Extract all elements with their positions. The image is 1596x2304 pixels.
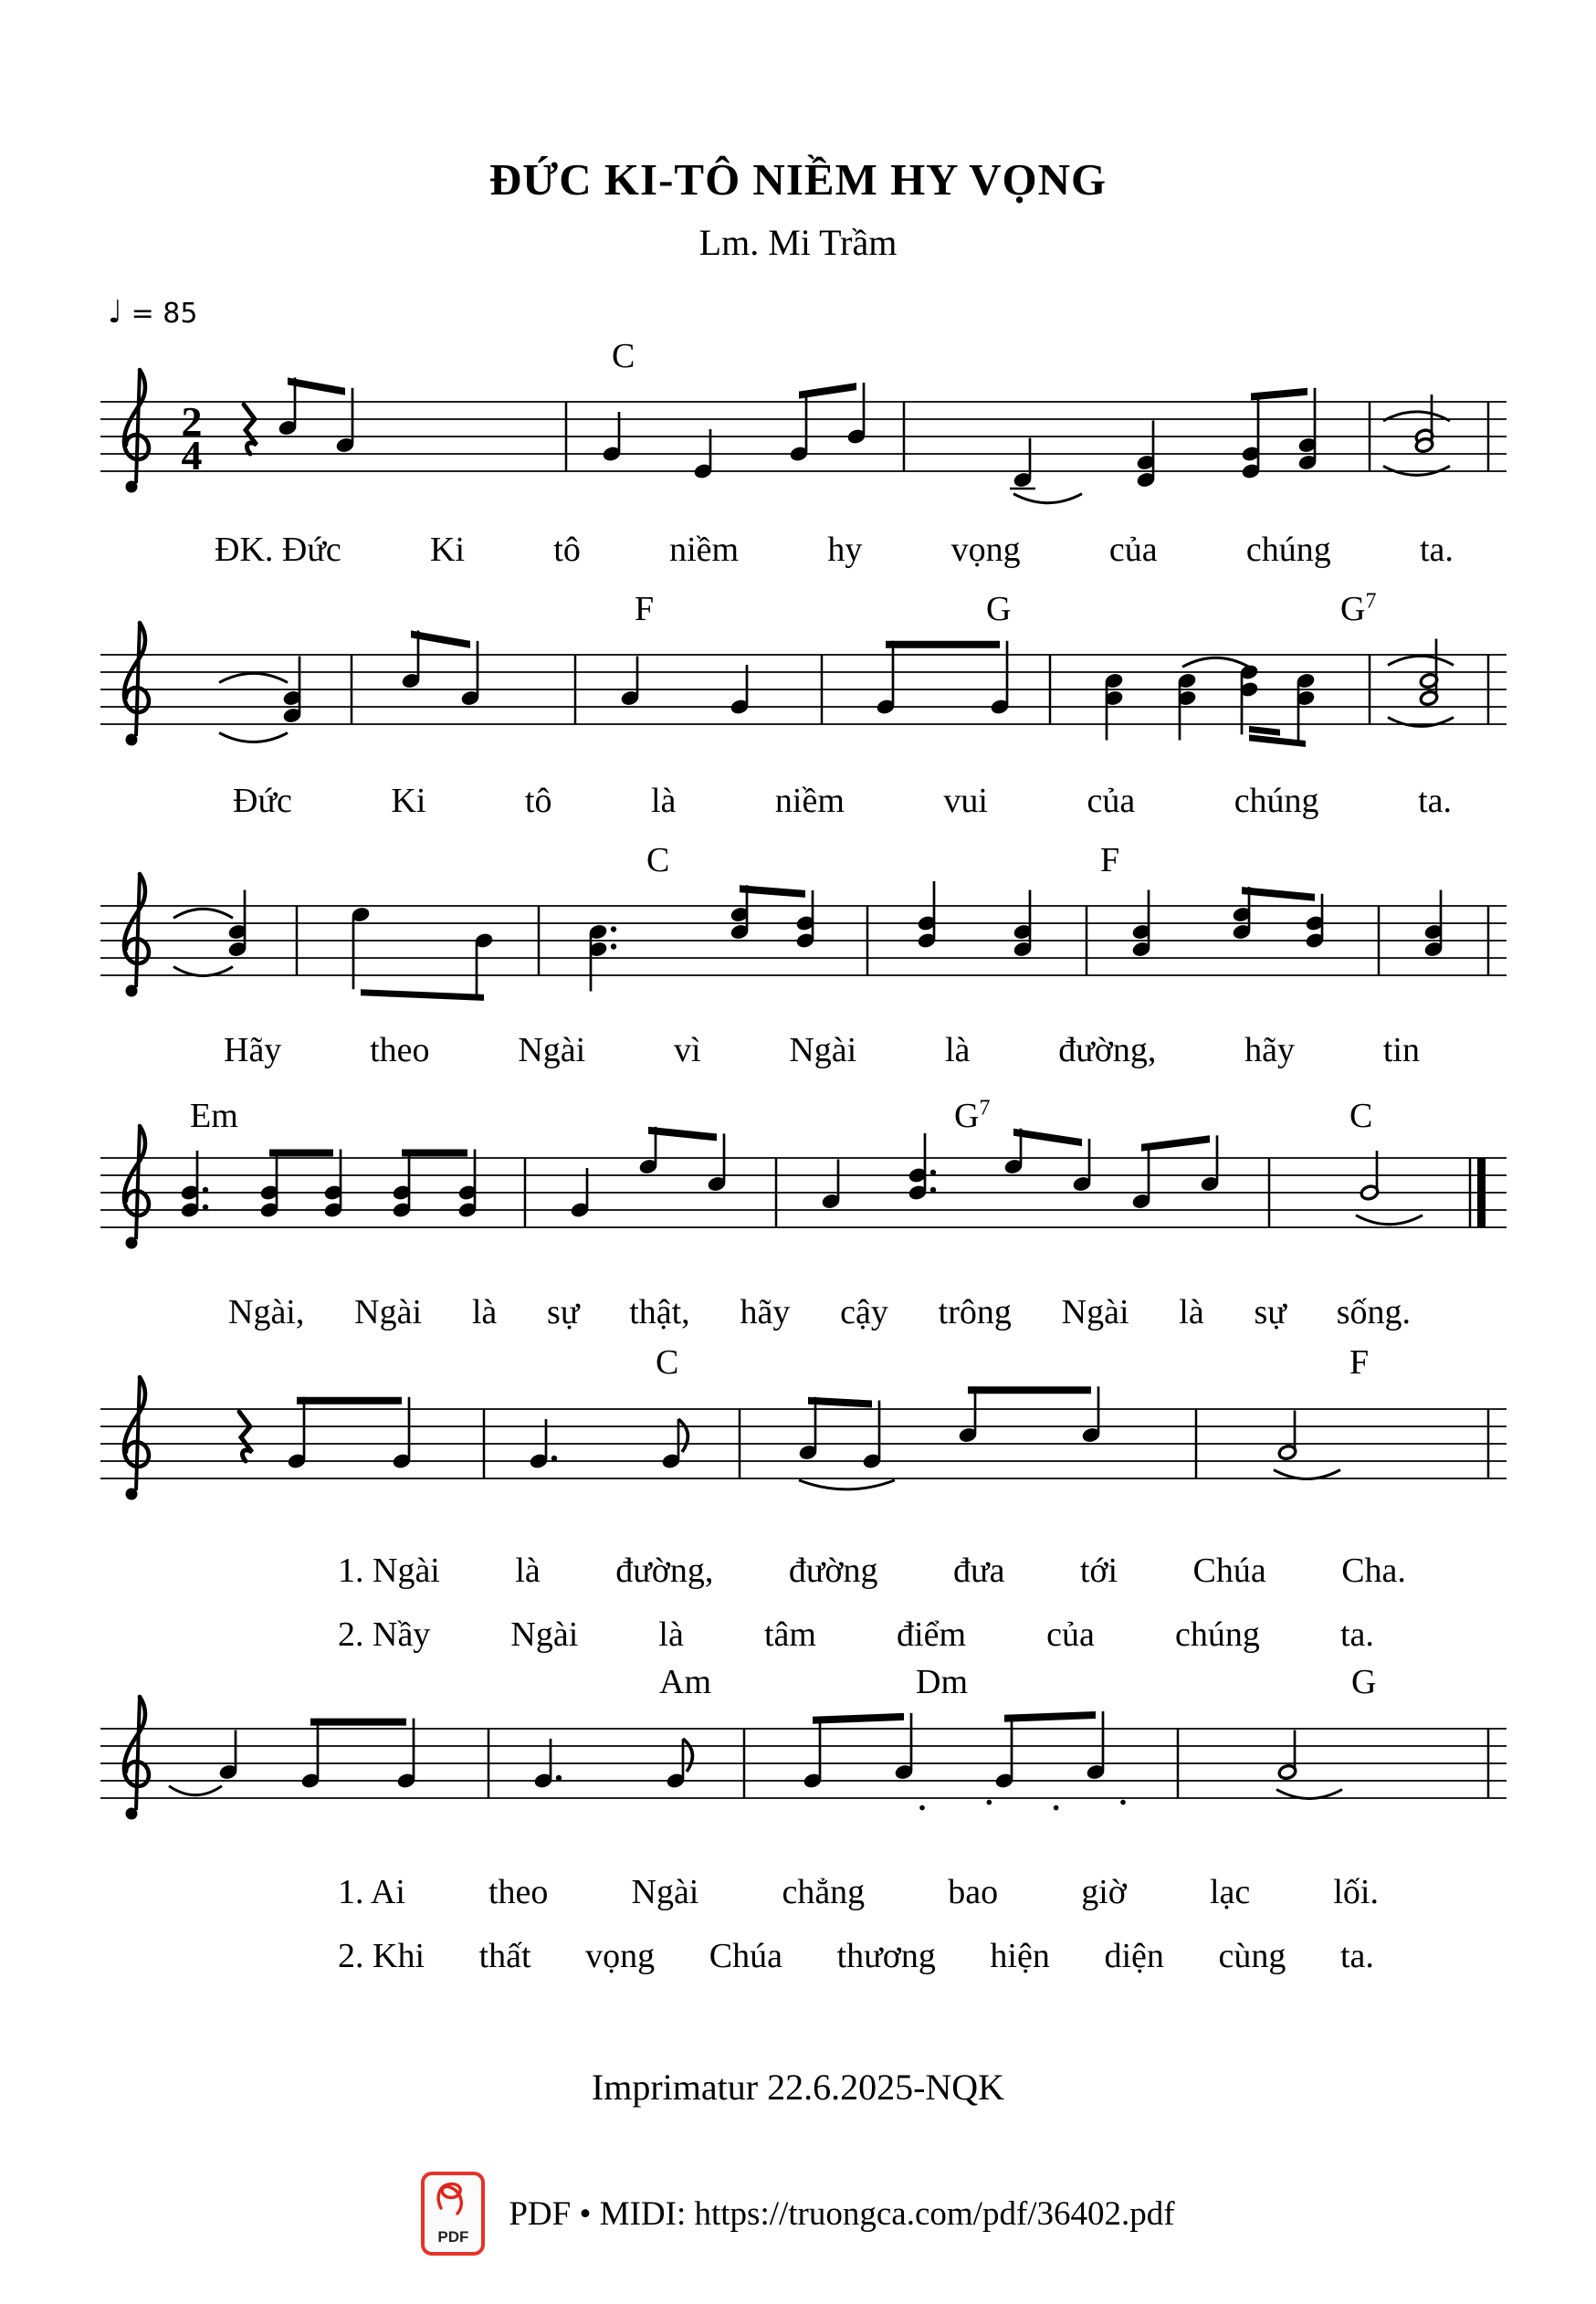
beam (1013, 1129, 1082, 1146)
pdf-swirl-icon (434, 2181, 472, 2217)
imprimatur-line: Imprimatur 22.6.2025-NQK (591, 2067, 1005, 2108)
beam (288, 377, 345, 395)
final-barline-thick (1477, 1158, 1486, 1227)
lyric-word: cùng (1218, 1937, 1286, 1975)
quarter-note-icon: ♩ (108, 294, 123, 331)
dotted-line-dot (919, 1805, 925, 1811)
lyrics-line (338, 1872, 1379, 1912)
eighth-flag-icon (678, 1419, 688, 1452)
chord-label: C (612, 337, 635, 375)
lyric-word: là (650, 782, 677, 820)
slur-down (173, 967, 233, 976)
beam (799, 383, 856, 399)
treble-clef-stem (136, 370, 140, 483)
beam (648, 1127, 717, 1141)
lyric-word: 2. Nầy (338, 1615, 431, 1654)
augmentation-dot (930, 1170, 936, 1175)
slur-down (1276, 1790, 1342, 1799)
beam (886, 641, 1000, 648)
chord-extension: 7 (979, 1096, 991, 1120)
lyric-word: là (515, 1552, 541, 1590)
chord-label: G (1351, 1663, 1377, 1701)
treble-clef-blob (126, 985, 138, 997)
lyric-word: thật, (629, 1293, 690, 1331)
lyric-word: vọng (950, 531, 1021, 569)
lyric-word: Ngài (518, 1031, 586, 1069)
lyric-word: Ngài, (228, 1293, 305, 1331)
chord-extension: 7 (1365, 589, 1377, 614)
lyric-word: tô (553, 531, 581, 569)
lyric-word: theo (370, 1031, 430, 1069)
augmentation-dot (556, 1775, 562, 1781)
lyric-word: vì (673, 1031, 701, 1069)
chord-label: C (1349, 1097, 1373, 1135)
lyric-word: chúng (1174, 1615, 1260, 1654)
lyric-word: diện (1104, 1937, 1164, 1975)
slur-down (1013, 494, 1082, 503)
treble-clef-stem (136, 623, 140, 736)
chord-label: G (986, 590, 1012, 628)
chord-label: $G^7$ (1340, 589, 1377, 628)
lyrics-line (228, 1292, 1411, 1332)
beam (1251, 388, 1307, 401)
chord-label: C (646, 841, 670, 879)
tempo-value: = 85 (131, 298, 198, 330)
beam (1141, 1135, 1210, 1152)
lyric-word: Cha. (1341, 1552, 1406, 1590)
treble-clef-stem (136, 1697, 140, 1810)
beam (269, 1150, 333, 1157)
lyric-word: hãy (1244, 1031, 1296, 1069)
lyrics-line (338, 1936, 1374, 1976)
chord-label: F (1100, 841, 1120, 879)
slur-up (1388, 656, 1454, 665)
lyric-word: đường, (615, 1552, 714, 1590)
lyric-word: ta. (1339, 1937, 1374, 1975)
chord-label: Dm (916, 1663, 968, 1701)
lyric-word: Chúa (709, 1937, 782, 1975)
footer (0, 2172, 1596, 2256)
lyric-word: Ki (391, 782, 426, 820)
lyric-word: Ngài (789, 1031, 857, 1069)
lyric-word: Chúa (1192, 1552, 1266, 1590)
beam (808, 1397, 872, 1408)
treble-clef-stem (136, 1126, 140, 1239)
lyric-word: tâm (763, 1615, 816, 1654)
lyric-word: sự (1254, 1293, 1286, 1331)
quarter-rest-icon (244, 405, 257, 454)
staff-svg (100, 605, 1525, 764)
lyric-word: là (1179, 1293, 1204, 1331)
song-title: ĐỨC KI-TÔ NIỀM HY VỌNG (488, 154, 1108, 205)
treble-clef-blob (126, 1489, 138, 1500)
augmentation-dot (930, 1187, 936, 1193)
lyric-word: Ngài (354, 1293, 423, 1331)
lyric-word: giờ (1081, 1873, 1127, 1911)
lyric-word: thất (478, 1937, 531, 1975)
lyric-word: vọng (585, 1937, 656, 1975)
slur-down (1388, 717, 1454, 726)
lyric-word: ta. (1339, 1615, 1374, 1654)
beam (968, 1386, 1091, 1394)
lyric-word: Ngài (1061, 1293, 1129, 1331)
lyric-word: hy (827, 531, 863, 569)
beam (411, 630, 470, 647)
slur-down (799, 1480, 895, 1489)
lyric-word: vui (943, 782, 988, 820)
lyrics-line (233, 781, 1452, 821)
lyric-word: lạc (1209, 1873, 1251, 1911)
beam (740, 885, 805, 898)
lyric-word: hãy (740, 1293, 791, 1331)
midi-url[interactable]: PDF • MIDI: https://truongca.com/pdf/36402.pdf (509, 2194, 1175, 2233)
treble-clef-blob (126, 481, 138, 493)
lyric-word: 1. Ai (338, 1873, 405, 1911)
lyric-word: tin (1382, 1031, 1420, 1069)
lyric-word: của (1046, 1615, 1095, 1654)
lyrics-line (215, 530, 1454, 570)
beam (813, 1713, 904, 1724)
lyric-word: là (471, 1293, 498, 1331)
beam (1242, 887, 1315, 901)
lyric-word: của (1087, 782, 1136, 820)
lyric-word: Đức (233, 782, 292, 820)
augmentation-dot (203, 1205, 208, 1210)
lyric-word: tới (1079, 1552, 1118, 1590)
augmentation-dot (551, 1456, 557, 1461)
lyric-word: hiện (990, 1937, 1050, 1975)
tempo-marking (108, 294, 197, 331)
lyrics-line (338, 1551, 1406, 1591)
slur-down (169, 1786, 222, 1795)
time-signature-bottom: 4 (181, 432, 203, 479)
staff-svg (100, 856, 1525, 1015)
augmentation-dot (611, 943, 616, 949)
lyric-word: theo (488, 1873, 549, 1911)
time-signature-top: 2 (181, 398, 203, 445)
lyric-word: 2. Khi (338, 1937, 425, 1975)
pdf-file-icon[interactable] (421, 2172, 485, 2256)
lyric-word: đưa (952, 1552, 1005, 1590)
lyric-word: của (1108, 531, 1158, 569)
treble-clef-stem (136, 1377, 140, 1490)
lyric-word: Ngài (510, 1615, 579, 1654)
lyric-word: Hãy (224, 1031, 282, 1069)
eighth-flag-icon (683, 1739, 692, 1772)
dotted-line-dot (987, 1800, 992, 1805)
lyric-word: tô (524, 782, 552, 820)
treble-clef-blob (126, 734, 138, 746)
lyric-word: cậy (840, 1293, 888, 1331)
chord-label: $G^7$ (954, 1096, 991, 1135)
lyric-word: chẳng (782, 1873, 866, 1911)
lyric-word: Ngài (631, 1873, 699, 1911)
lyric-word: ta. (1418, 782, 1452, 820)
lyric-word: điểm (897, 1615, 967, 1654)
lyric-word: đường (788, 1552, 878, 1590)
beam (310, 1719, 406, 1726)
staff-svg (100, 1108, 1525, 1268)
composer-name: Lm. Mi Trầm (698, 222, 898, 263)
lyric-word: niềm (669, 531, 740, 569)
chord-label: F (1349, 1343, 1370, 1382)
lyric-word: sống. (1336, 1293, 1411, 1331)
lyric-word: lối. (1333, 1873, 1379, 1911)
chord-label: Em (190, 1097, 238, 1135)
augmentation-dot (203, 1187, 208, 1193)
staff-svg (100, 1678, 1525, 1838)
lyric-word: sự (547, 1293, 580, 1331)
beam (361, 989, 484, 1001)
beam (1004, 1711, 1096, 1722)
lyric-word: ĐK. Đức (215, 531, 341, 569)
lyrics-line (224, 1030, 1420, 1070)
beam (402, 1150, 467, 1157)
lyric-word: chúng (1234, 782, 1319, 820)
lyric-word: đường, (1058, 1031, 1157, 1069)
slur-up (173, 909, 233, 918)
treble-clef-blob (126, 1808, 138, 1820)
slur-down (219, 733, 288, 742)
lyric-word: chúng (1245, 531, 1331, 569)
dotted-line-dot (1054, 1805, 1059, 1811)
augmentation-dot (611, 926, 616, 931)
chord-label: Am (659, 1663, 711, 1701)
lyric-word: là (658, 1615, 684, 1654)
slur-down (1356, 1215, 1423, 1225)
lyric-word: ta. (1419, 531, 1454, 569)
dotted-line-dot (1120, 1800, 1126, 1805)
pdf-icon-label: PDF (437, 2228, 469, 2246)
treble-clef-blob (126, 1237, 138, 1249)
treble-clef-stem (136, 874, 140, 987)
lyrics-line (338, 1615, 1374, 1655)
lyric-word: Ki (430, 531, 466, 569)
slur-up (1182, 658, 1249, 667)
chord-label: F (635, 590, 655, 628)
lyric-word: bao (948, 1873, 999, 1911)
lyric-word: 1. Ngài (338, 1552, 440, 1590)
chord-label: C (656, 1343, 679, 1382)
slur-down (1274, 1470, 1340, 1479)
quarter-rest-icon (239, 1412, 252, 1461)
lyric-word: trông (938, 1293, 1012, 1331)
slur-up (219, 673, 288, 682)
staff-svg (100, 352, 1525, 511)
beam (1249, 726, 1280, 736)
staff-svg (100, 1359, 1525, 1519)
lyric-word: là (944, 1031, 971, 1069)
beam (297, 1397, 402, 1404)
lyric-word: niềm (774, 782, 845, 820)
lyric-word: thương (836, 1937, 936, 1975)
